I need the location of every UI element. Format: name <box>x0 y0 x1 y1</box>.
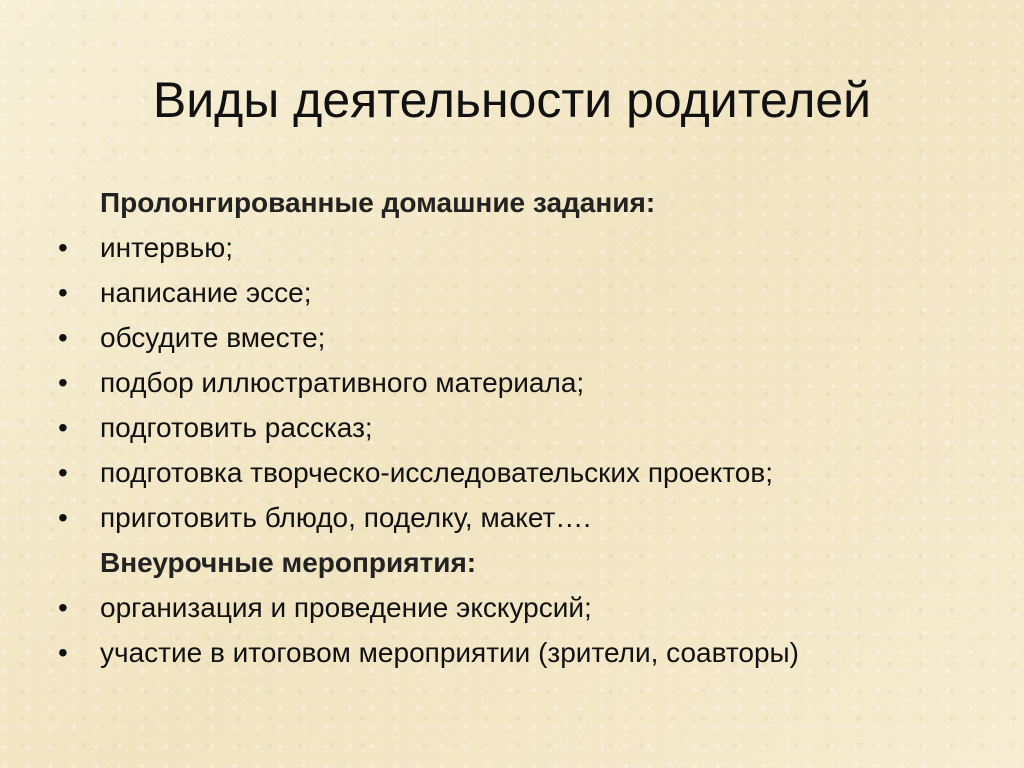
list-item <box>58 630 988 675</box>
list-item <box>58 450 988 495</box>
list-item <box>58 315 988 360</box>
bullet-icon: • <box>58 457 68 488</box>
list-item-text: организация и проведение экскурсий; <box>100 592 592 623</box>
list-item <box>58 585 988 630</box>
list-item-text: приготовить блюдо, поделку, макет…. <box>100 502 592 533</box>
list-item-text: участие в итоговом мероприятии (зрители, соавторы) <box>100 637 799 668</box>
list-item-text: подготовка творческо-исследовательских проектов; <box>100 457 774 488</box>
list-item <box>58 270 988 315</box>
list-item-text: подбор иллюстративного материала; <box>100 367 585 398</box>
list-item-text: написание эссе; <box>100 277 312 308</box>
section-heading-homework: Пролонгированные домашние задания: <box>100 187 656 218</box>
list-item <box>58 495 988 540</box>
list-item <box>58 405 988 450</box>
section-heading-extracurricular: Внеурочные мероприятия: <box>100 547 477 578</box>
slide-content <box>58 180 988 675</box>
list-item <box>58 360 988 405</box>
list-item-text: интервью; <box>100 232 233 263</box>
slide-title: Виды деятельности родителей <box>152 72 872 128</box>
bullet-icon: • <box>58 592 68 623</box>
bullet-icon: • <box>58 637 68 668</box>
bullet-icon: • <box>58 412 68 443</box>
list-item <box>58 225 988 270</box>
bullet-icon: • <box>58 277 68 308</box>
bullet-icon: • <box>58 322 68 353</box>
bullet-icon: • <box>58 367 68 398</box>
list-item-text: подготовить рассказ; <box>100 412 373 443</box>
bullet-icon: • <box>58 502 68 533</box>
bullet-icon: • <box>58 232 68 263</box>
list-item-text: обсудите вместе; <box>100 322 326 353</box>
